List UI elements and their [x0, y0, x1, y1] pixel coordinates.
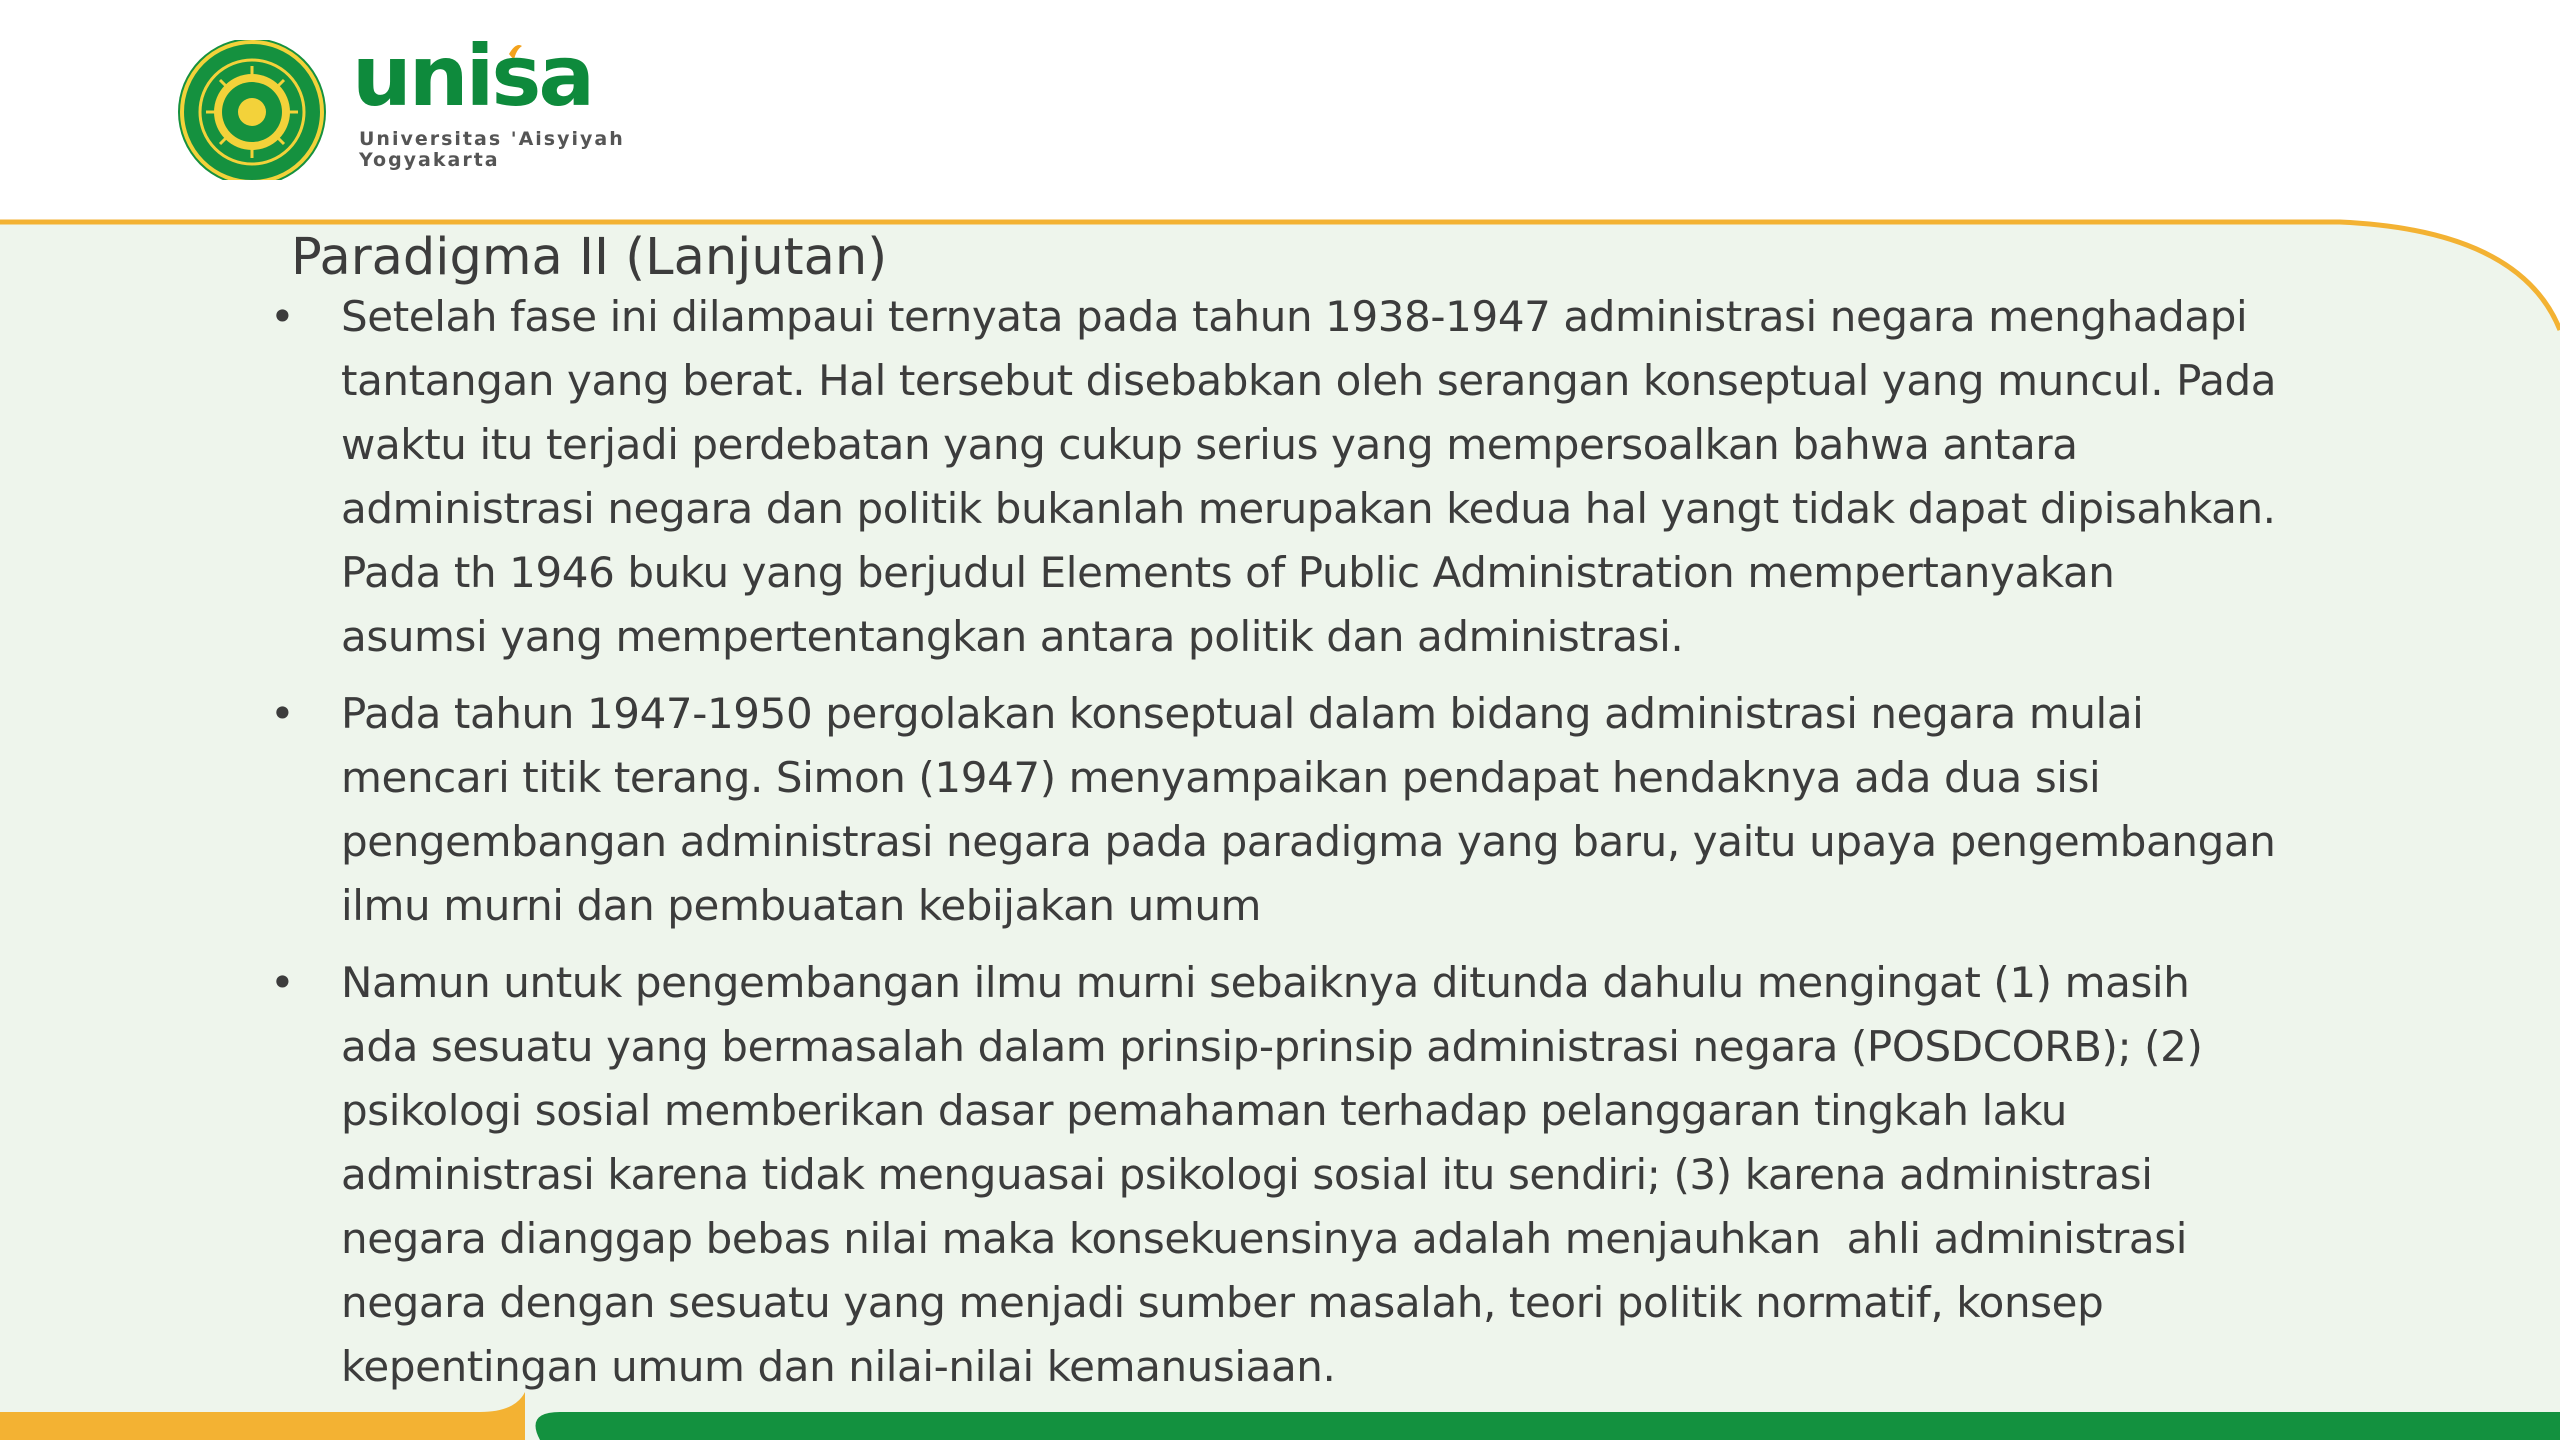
bullet-line: Pada tahun 1947-1950 pergolakan konseptual dalam bidang administrasi negara mulai [341, 689, 2144, 738]
bullet-line: mencari titik terang. Simon (1947) menyampaikan pendapat hendaknya ada dua sisi [341, 753, 2101, 802]
bullet-line: Pada th 1946 buku yang berjudul Elements of Public Administration mempertanyakan [341, 548, 2115, 597]
bullet-item [268, 951, 2368, 1399]
bullet-line: ada sesuatu yang bermasalah dalam prinsip-prinsip administrasi negara (POSDCORB); (2) [341, 1022, 2203, 1071]
bullet-line: waktu itu terjadi perdebatan yang cukup serius yang mempersoalkan bahwa antara [341, 420, 2078, 469]
bullet-item [268, 682, 2368, 938]
logo-wordmark: unisa [352, 27, 593, 125]
bullet-line: Namun untuk pengembangan ilmu murni sebaiknya ditunda dahulu mengingat (1) masih [341, 958, 2190, 1007]
bullet-line: administrasi karena tidak menguasai psikologi sosial itu sendiri; (3) karena administrasi [341, 1150, 2153, 1199]
bullet-list [268, 285, 2368, 1412]
bullet-line: psikologi sosial memberikan dasar pemahaman terhadap pelanggaran tingkah laku [341, 1086, 2067, 1135]
bullet-line: kepentingan umum dan nilai-nilai kemanusiaan. [341, 1342, 1336, 1391]
logo-subtitle-line2: Yogyakarta [359, 149, 500, 171]
slide-title: Paradigma II (Lanjutan) [291, 228, 888, 287]
bullet-line: asumsi yang mempertentangkan antara politik dan administrasi. [341, 612, 1684, 661]
bullet-marker: • [270, 958, 295, 1007]
logo-subtitle-line1: Universitas 'Aisyiyah [359, 128, 625, 150]
bullet-marker: • [270, 292, 295, 341]
bullet-line: Setelah fase ini dilampaui ternyata pada tahun 1938-1947 administrasi negara menghadapi [341, 292, 2248, 341]
bullet-line: negara dengan sesuatu yang menjadi sumber masalah, teori politik normatif, konsep [341, 1278, 2104, 1327]
bottom-green-strip [536, 1412, 2560, 1440]
bullet-line: negara dianggap bebas nilai maka konsekuensinya adalah menjauhkan ahli administrasi [341, 1214, 2188, 1263]
bullet-marker: • [270, 689, 295, 738]
bullet-line: tantangan yang berat. Hal tersebut disebabkan oleh serangan konseptual yang muncul. Pada [341, 356, 2277, 405]
bullet-line: ilmu murni dan pembuatan kebijakan umum [341, 881, 1262, 930]
bullet-item [268, 285, 2368, 669]
bullet-line: administrasi negara dan politik bukanlah merupakan kedua hal yangt tidak dapat dipisahkan. [341, 484, 2276, 533]
logo-subtitle [359, 129, 625, 171]
bullet-line: pengembangan administrasi negara pada paradigma yang baru, yaitu upaya pengembangan [341, 817, 2276, 866]
